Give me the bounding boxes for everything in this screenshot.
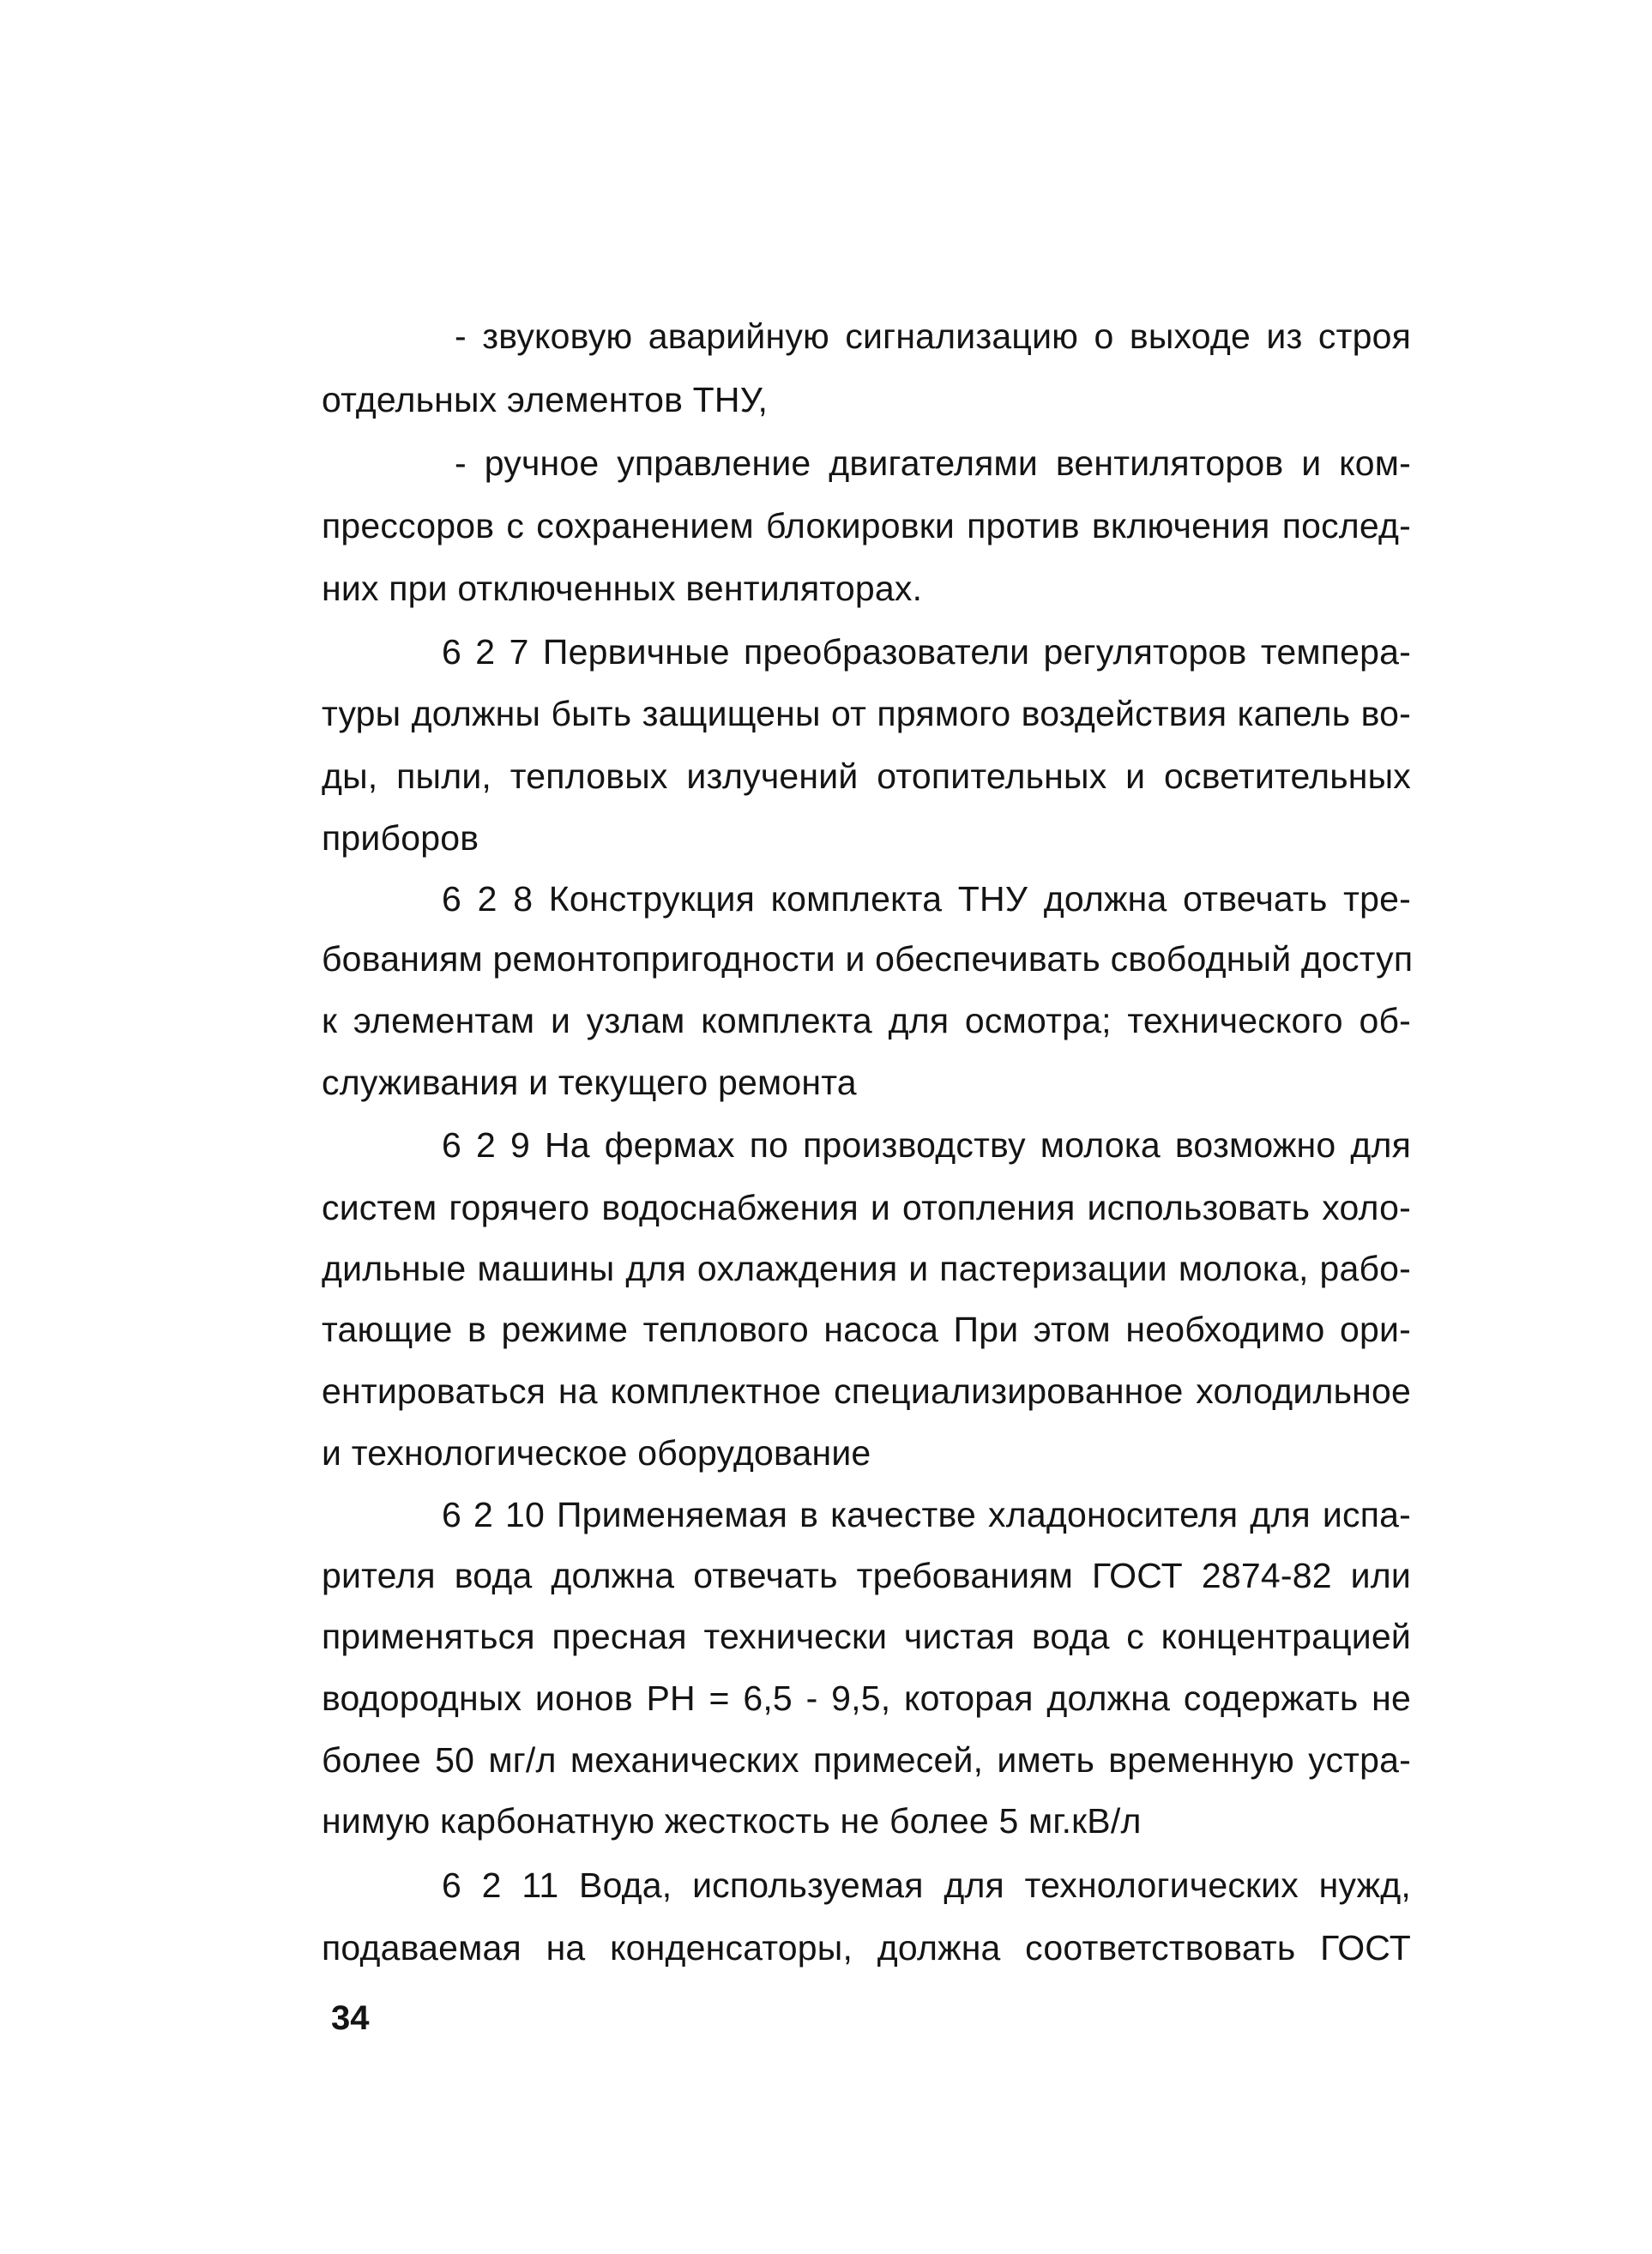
text-line: 6 2 9 На фермах по производству молока возможно для xyxy=(442,1125,1411,1165)
text-line: 6 2 11 Вода, используемая для технологических нужд, xyxy=(442,1865,1411,1905)
text-line: подаваемая на конденсаторы, должна соответствовать ГОСТ xyxy=(322,1928,1411,1968)
text-line: бованиям ремонтопригодности и обеспечивать свободный доступ xyxy=(322,939,1414,979)
text-line: водородных ионов РН = 6,5 - 9,5, которая должна содержать не xyxy=(322,1678,1411,1718)
text-line: прессоров с сохранением блокировки против включения послед- xyxy=(322,506,1411,545)
text-line: них при отключенных вентиляторах. xyxy=(322,569,923,608)
text-line: тающие в режиме теплового насоса При этом необходимо ори- xyxy=(322,1310,1411,1349)
text-line: 6 2 7 Первичные преобразователи регуляторов темпера- xyxy=(442,632,1411,672)
text-line: более 50 мг/л механических примесей, иметь временную устра- xyxy=(322,1740,1411,1780)
text-line: рителя вода должна отвечать требованиям ГОСТ 2874-82 или xyxy=(322,1556,1411,1595)
text-line: служивания и текущего ремонта xyxy=(322,1063,857,1102)
text-line: приборов xyxy=(322,818,479,858)
text-line: ентироваться на комплектное специализированное холодильное xyxy=(322,1371,1411,1411)
text-line: 6 2 8 Конструкция комплекта ТНУ должна отвечать тре- xyxy=(442,879,1411,919)
text-line: нимую карбонатную жесткость не более 5 мг.кВ/л xyxy=(322,1801,1142,1841)
text-line: систем горячего водоснабжения и отопления использовать холо- xyxy=(322,1188,1411,1227)
text-line: отдельных элементов ТНУ, xyxy=(322,380,769,419)
text-line: - ручное управление двигателями вентиляторов и ком- xyxy=(455,443,1411,483)
text-line: туры должны быть защищены от прямого воздействия капель во- xyxy=(322,694,1411,733)
text-line: - звуковую аварийную сигнализацию о выходе из строя xyxy=(455,316,1411,356)
text-line: и технологическое оборудование xyxy=(322,1433,871,1473)
text-line: применяться пресная технически чистая вода с концентрацией xyxy=(322,1617,1411,1656)
text-line: ды, пыли, тепловых излучений отопительных и осветительных xyxy=(322,756,1411,796)
text-line: дильные машины для охлаждения и пастеризации молока, рабо- xyxy=(322,1249,1411,1288)
text-line: к элементам и узлам комплекта для осмотра; технического об- xyxy=(322,1001,1411,1040)
page-number: 34 xyxy=(331,1999,370,2037)
text-line: 6 2 10 Применяемая в качестве хладоносителя для испа- xyxy=(442,1495,1411,1534)
